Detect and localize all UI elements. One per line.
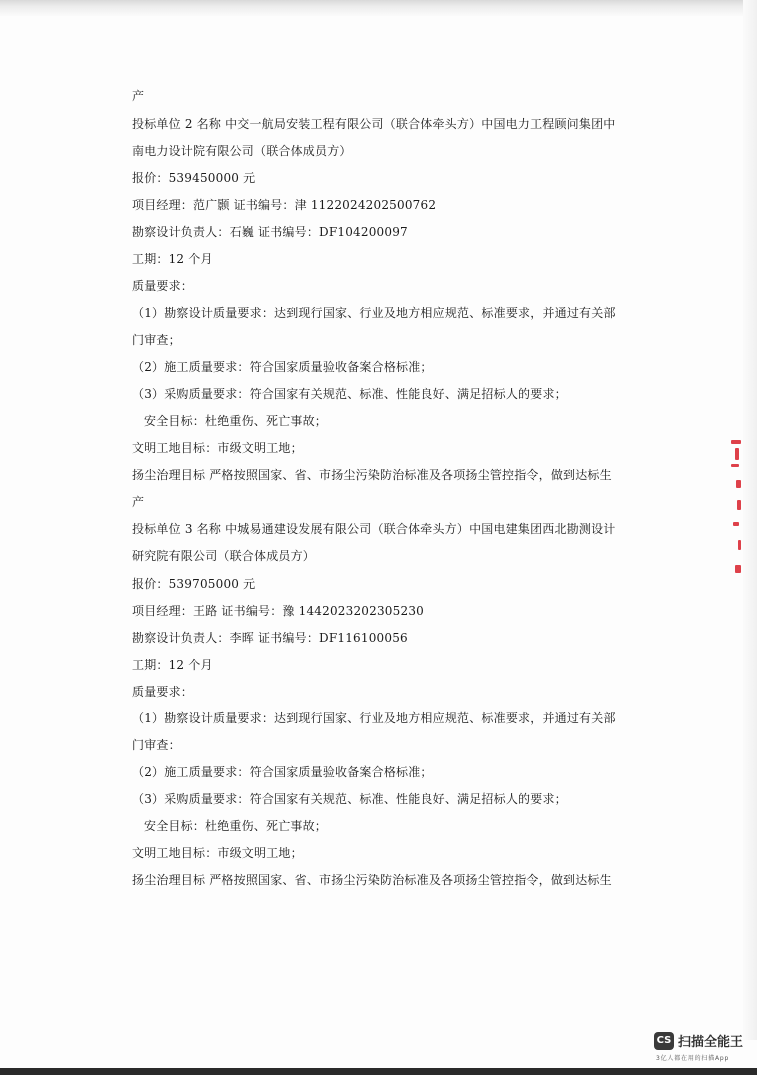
text-line: 质量要求： [132,685,194,699]
text-line: 产 [132,495,145,509]
text-line: 项目经理：范广颢 证书编号：津 1122024202500762 [132,198,437,212]
seal-stroke [735,565,741,573]
scan-bottom-edge [0,1068,757,1075]
seal-stroke [737,500,741,510]
watermark-tagline: 3亿人都在用的扫描App [656,1055,730,1062]
text-line: 报价：539705000 元 [132,577,256,591]
text-line: 安全目标：杜绝重伤、死亡事故； [144,414,328,428]
seal-stroke [736,480,741,488]
text-line: 工期：12 个月 [132,658,213,672]
text-line: 安全目标：杜绝重伤、死亡事故； [144,819,328,833]
text-line: 报价：539450000 元 [132,171,256,185]
seal-stroke [731,440,741,444]
text-line: 扬尘治理目标 严格按照国家、省、市扬尘污染防治标准及各项扬尘管控指令，做到达标生 [132,873,612,887]
text-line: 质量要求： [132,279,194,293]
seal-stroke [731,464,739,467]
text-line: 南电力设计院有限公司（联合体成员方） [132,144,352,158]
text-line: （3）采购质量要求：符合国家有关规范、标准、性能良好、满足招标人的要求； [132,792,567,806]
scan-top-edge [0,0,757,16]
text-line: 工期：12 个月 [132,252,213,266]
scan-right-edge [743,0,757,1040]
text-line: （1）勘察设计质量要求：达到现行国家、行业及地方相应规范、标准要求，并通过有关部 [132,306,616,320]
text-line: 扬尘治理目标 严格按照国家、省、市扬尘污染防治标准及各项扬尘管控指令，做到达标生 [132,468,612,482]
text-line: 项目经理：王路 证书编号：豫 1442023202305230 [132,604,424,618]
watermark-app-name: 扫描全能王 [678,1035,744,1050]
camscanner-logo-icon: CS [654,1032,674,1050]
seal-stroke [735,448,739,460]
text-line: 门审查： [132,738,181,752]
text-line: 勘察设计负责人：石巍 证书编号：DF104200097 [132,225,408,239]
text-line: （1）勘察设计质量要求：达到现行国家、行业及地方相应规范、标准要求，并通过有关部 [132,711,616,725]
text-line: 产 [132,89,145,103]
scanner-watermark [654,1030,754,1066]
text-line: 投标单位 2 名称 中交一航局安装工程有限公司（联合体牵头方）中国电力工程顾问集团中 [132,117,616,131]
text-line: 门审查； [132,333,181,347]
text-line: 勘察设计负责人：李晖 证书编号：DF116100056 [132,631,408,645]
seal-stroke [738,540,741,550]
text-line: （3）采购质量要求：符合国家有关规范、标准、性能良好、满足招标人的要求； [132,387,567,401]
text-line: 文明工地目标：市级文明工地； [132,846,303,860]
text-line: 研究院有限公司（联合体成员方） [132,549,316,563]
text-line: 文明工地目标：市级文明工地； [132,441,303,455]
text-line: 投标单位 3 名称 中城易通建设发展有限公司（联合体牵头方）中国电建集团西北勘测设计 [132,522,616,536]
text-line: （2）施工质量要求：符合国家质量验收备案合格标准； [132,765,433,779]
text-line: （2）施工质量要求：符合国家质量验收备案合格标准； [132,360,433,374]
seal-stroke [733,522,739,526]
